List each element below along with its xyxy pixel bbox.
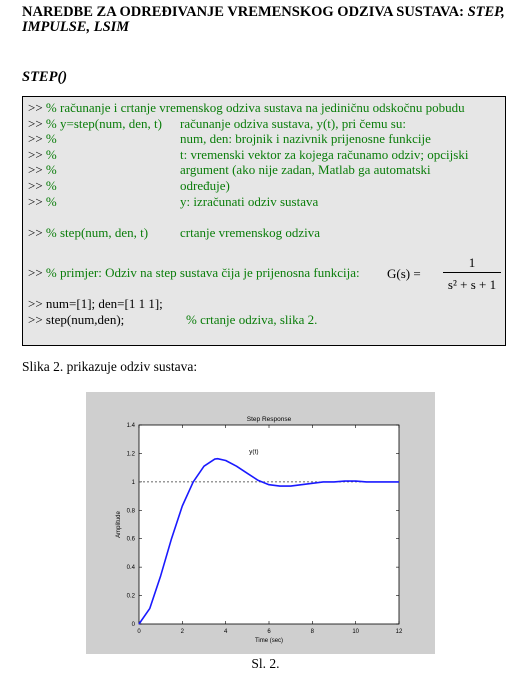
- figure-caption: Sl. 2.: [251, 656, 280, 671]
- x-tick-label: 8: [310, 629, 315, 635]
- body-paragraph: Slika 2. prikazuje odziv sustava:: [22, 359, 198, 374]
- code-block: [22, 96, 506, 346]
- y-tick-label: 0.8: [126, 508, 135, 515]
- code-line: >> % t: vremenski vektor za kojega računamo odziv; opcijski: [28, 146, 469, 162]
- x-tick-label: 12: [395, 629, 403, 635]
- code-line: >> % određuje): [28, 178, 230, 193]
- x-tick-label: 0: [137, 629, 141, 635]
- curve-annotation: y(t): [249, 448, 259, 456]
- x-tick-label: 6: [267, 629, 271, 635]
- document-heading: [22, 5, 517, 35]
- code-line: >> % računanje i crtanje vremenskog odziva sustava na jediničnu odskočnu pobudu: [28, 100, 465, 115]
- code-line: >> % argument (ako nije zadan, Matlab ga automatski: [28, 162, 431, 178]
- code-line: >> % num, den: brojnik i nazivnik prijenosne funkcije: [28, 131, 431, 147]
- code-line: >> % y: izračunati odziv sustava: [28, 193, 319, 209]
- x-axis-label: Time (sec): [254, 638, 284, 644]
- figure-frame: [86, 392, 435, 654]
- y-tick-label: 1: [131, 479, 135, 486]
- x-tick-label: 4: [223, 629, 228, 635]
- y-axis-label: Amplitude: [116, 511, 122, 538]
- chart-title: Step Response: [246, 416, 292, 423]
- step-response-chart: [86, 392, 435, 654]
- plot-area: [139, 425, 399, 624]
- heading-italic: STEP, IMPULSE, LSIM: [22, 4, 505, 35]
- fraction-bar: [443, 272, 501, 273]
- y-tick-label: 0.6: [126, 536, 135, 543]
- formula-lhs: G(s) =: [387, 266, 421, 281]
- y-tick-label: 1.4: [126, 423, 135, 429]
- formula-numerator: 1: [468, 255, 476, 270]
- y-tick-label: 0: [131, 622, 135, 628]
- code-line: >> % primjer: Odziv na step sustava čija je prijenosna funkcija:: [28, 265, 360, 280]
- code-line: >> % step(num, den, t) crtanje vremenskog odziva: [28, 225, 321, 240]
- y-tick-label: 1.2: [126, 451, 135, 458]
- y-tick-label: 0.2: [126, 593, 135, 600]
- y-tick-label: 0.4: [126, 565, 135, 572]
- x-tick-label: 10: [352, 629, 360, 635]
- code-line: >> % y=step(num, den, t) računanje odziva sustava, y(t), pri čemu su:: [28, 115, 406, 131]
- section-title: STEP(): [22, 69, 68, 85]
- formula-denominator: s² + s + 1: [447, 277, 497, 292]
- x-tick-label: 2: [180, 629, 185, 635]
- code-line: >> step(num,den); % crtanje odziva, slika 2.: [28, 311, 318, 327]
- code-line: >> num=[1]; den=[1 1 1];: [28, 296, 163, 311]
- heading-main: NAREDBE ZA ODREĐIVANJE VREMENSKOG ODZIVA SUSTAVA:: [22, 4, 468, 20]
